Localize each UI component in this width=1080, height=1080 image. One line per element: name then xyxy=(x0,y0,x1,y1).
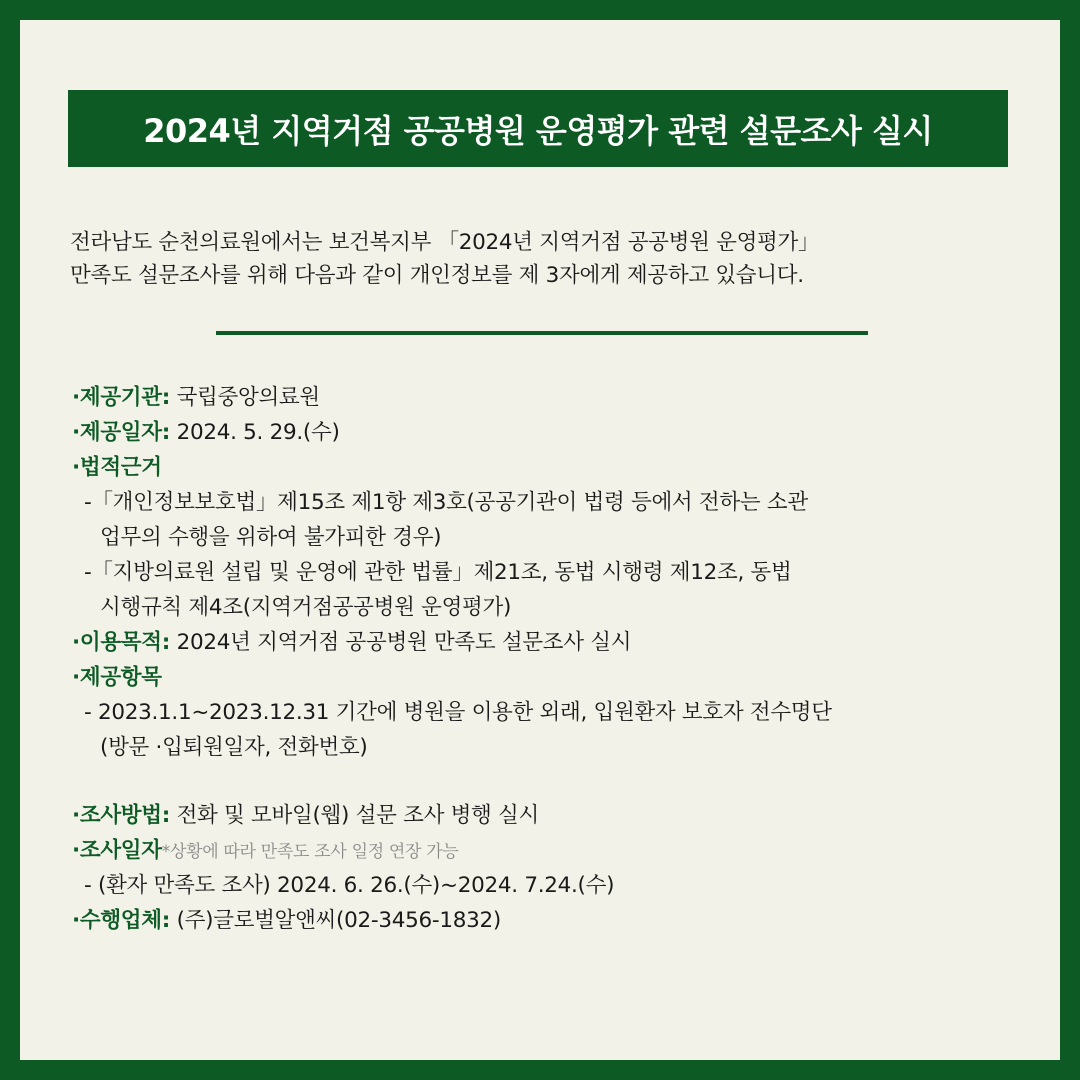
section-divider xyxy=(216,331,868,335)
provided-items-label: ·제공항목 xyxy=(72,665,162,690)
notice-card xyxy=(20,20,1060,1060)
purpose-item xyxy=(72,625,1032,660)
intro-line-1: 전라남도 순천의료원에서는 보건복지부 「2024년 지역거점 공공병원 운영평가」 xyxy=(70,230,820,255)
legal-law1-line1: -「개인정보보호법」제15조 제1항 제3호(공공기관이 법령 등에서 전하는 소관 xyxy=(84,490,808,515)
provided-items-line1: - 2023.1.1~2023.12.31 기간에 병원을 이용한 외래, 입원환자 보호자 전수명단 xyxy=(84,700,832,725)
purpose-label: ·이용목적: xyxy=(72,630,171,655)
date-value: 2024. 5. 29.(수) xyxy=(170,420,340,445)
legal-law1-line2: 업무의 수행을 위하여 불가피한 경우) xyxy=(100,525,442,550)
survey-date-line1: - (환자 만족도 조사) 2024. 6. 26.(수)~2024. 7.24.(수) xyxy=(84,873,615,898)
method-value: 전화 및 모바일(웹) 설문 조사 병행 실시 xyxy=(170,803,539,828)
survey-date-note: *상황에 따라 만족도 조사 일정 연장 가능 xyxy=(161,842,459,862)
intro-paragraph xyxy=(70,226,1030,292)
provided-items-line2: (방문 ·입퇴원일자, 전화번호) xyxy=(100,735,368,760)
details-list xyxy=(72,380,1032,938)
method-item xyxy=(72,798,1032,833)
legal-law2-line2: 시행규칙 제4조(지역거점공공병원 운영평가) xyxy=(100,595,512,620)
legal-item xyxy=(72,450,1032,485)
page-title-text: 2024년 지역거점 공공병원 운영평가 관련 설문조사 실시 xyxy=(143,111,933,150)
method-label: ·조사방법: xyxy=(72,803,171,828)
spacer xyxy=(72,765,1032,798)
page-title xyxy=(68,90,1008,167)
intro-line-2: 만족도 설문조사를 위해 다음과 같이 개인정보를 제 3자에게 제공하고 있습니다. xyxy=(70,263,804,288)
provider-label: ·제공기관: xyxy=(72,385,171,410)
purpose-value: 2024년 지역거점 공공병원 만족도 설문조사 실시 xyxy=(170,630,632,655)
date-label: ·제공일자: xyxy=(72,420,171,445)
legal-law2-line1: -「지방의료원 설립 및 운영에 관한 법률」제21조, 동법 시행령 제12조, 동법 xyxy=(84,560,792,585)
legal-label: ·법적근거 xyxy=(72,455,162,480)
date-item xyxy=(72,415,1032,450)
vendor-item xyxy=(72,903,1032,938)
vendor-label: ·수행업체: xyxy=(72,908,171,933)
survey-date-item xyxy=(72,833,1032,868)
survey-date-label: ·조사일자 xyxy=(72,838,162,863)
provider-value: 국립중앙의료원 xyxy=(170,385,320,410)
provided-items-item xyxy=(72,660,1032,695)
vendor-value: (주)글로벌알앤씨(02-3456-1832) xyxy=(170,908,501,933)
provider-item xyxy=(72,380,1032,415)
